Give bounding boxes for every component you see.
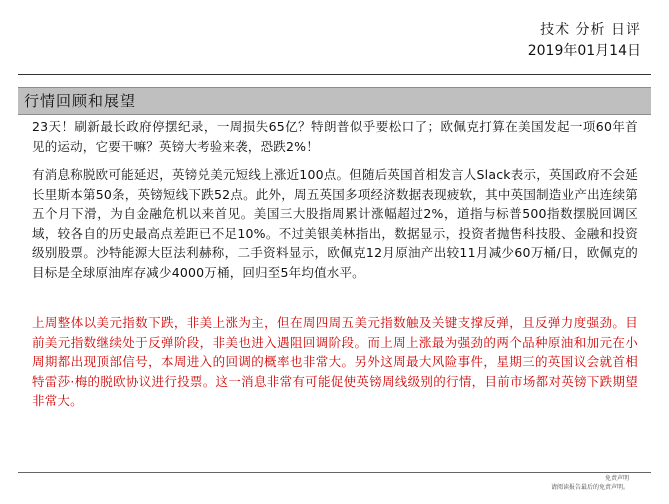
disclaimer-heading: 免责声明 bbox=[604, 475, 629, 482]
news-paragraph: 有消息称脱欧可能延迟，英镑兑美元短线上涨近100点。但随后英国首相发言人Slack表示，英国政府不会延长里斯本第50条，英镑短线下跌52点。此外，周五英国多项经济数据表现疲软，其中英国制造业产出连续第五个月下滑，为自金融危机以来首见。美国三大股指周累计涨幅超过2%，道指与标普500指数摆脱回调区域，较各自的历史最高点差距已不足10%。不过美银美林指出，数据显示，投资者抛售科技股、金融和投资级别股票。沙特能源大臣法利赫称，二手资料显示，欧佩克12月原油产出较11月减少60万桶/日，欧佩克的目标是全球原油库存减少4000万桶，回归至5年均值水平。 bbox=[32, 167, 638, 280]
report-date: 2019年01月14日 bbox=[527, 43, 641, 59]
footer-divider bbox=[18, 472, 651, 473]
analysis-paragraph: 上周整体以美元指数下跌，非美上涨为主，但在周四周五美元指数触及关键支撑反弹，且反弹力度强劲。目前美元指数继续处于反弹阶段，非美也进入遇阻回调阶段。而上周上涨最为强劲的两个品种原油和加元在小周期都出现顶部信号，本周进入的回调的概率也非常大。另外这周最大风险事件，星期三的英国议会就首相特雷莎·梅的脱欧协议进行投票。这一消息非常有可能促使英镑周线级别的行情，目前市场都对英镑下跌期望非常大。 bbox=[32, 315, 638, 409]
section-header-bar bbox=[18, 87, 651, 115]
report-header bbox=[528, 20, 641, 62]
section-title: 行情回顾和展望 bbox=[24, 92, 137, 110]
disclaimer-text: 请阅读报告最后的免责声明。 bbox=[550, 484, 629, 491]
disclaimer-note bbox=[551, 474, 629, 492]
report-title: 技术 分析 日评 bbox=[540, 22, 641, 38]
header-divider bbox=[18, 74, 651, 75]
headline-paragraph: 23天！刷新最长政府停摆纪录，一周损失65亿？特朗普似乎要松口了；欧佩克打算在美国发起一项60年首见的运动，它要干嘛？英镑大考验来袭，恐跌2%！ bbox=[32, 119, 638, 154]
